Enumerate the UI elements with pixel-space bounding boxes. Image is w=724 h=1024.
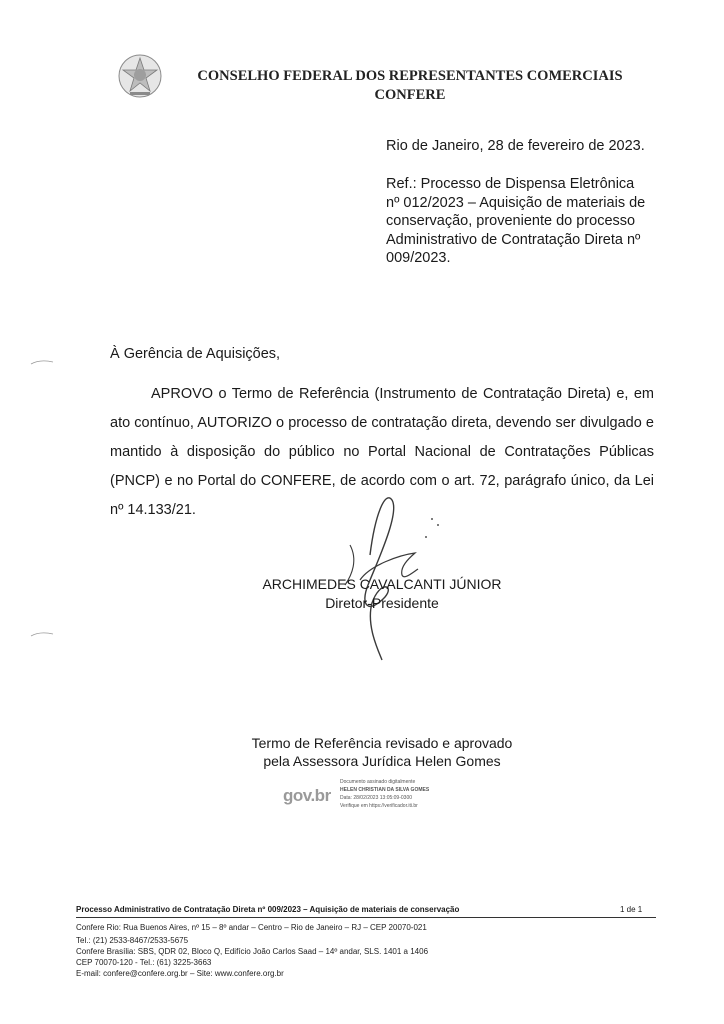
review-note-line1: Termo de Referência revisado e aprovado (251, 735, 513, 751)
stamp-signer-name: HELEN CHRISTIAN DA SILVA GOMES (340, 787, 430, 793)
letter-body: APROVO o Termo de Referência (Instrumento de Contratação Direta) e, em ato contínuo, AUTORIZO o processo de contratação direta, devendo ser divulgado e mantido à disposição do público no Portal Nacional de Contratações Públicas (PNCP) e no Portal do CONFERE, de acordo com o art. 72, parágrafo único, da Lei nº 14.133/21. (110, 386, 654, 518)
footer-address-brasilia: Confere Brasília: SBS, QDR 02, Bloco Q, Edifício João Carlos Saad – 14º andar, SLS. 1401 a 1406 (76, 947, 429, 956)
reference-text: Ref.: Processo de Dispensa Eletrônica nº 012/2023 – Aquisição de materiais de conservação, proveniente do processo Administrativo de Contratação Direta nº 009/2023. (386, 176, 646, 266)
greeting: À Gerência de Aquisições, (110, 346, 281, 362)
margin-mark (30, 358, 54, 366)
footer-title: Processo Administrativo de Contratação Direta nº 009/2023 – Aquisição de materiais de conservação (76, 905, 460, 914)
signatory-title: Diretor-Presidente (325, 595, 439, 611)
footer-phone-rio: Tel.: (21) 2533-8467/2533-5675 (76, 936, 189, 945)
organization-acronym: CONFERE (374, 87, 446, 103)
footer-phone-brasilia: CEP 70070-120 - Tel.: (61) 3225-3663 (76, 958, 212, 967)
govbr-logo: gov.br (283, 786, 331, 805)
handwritten-signature (330, 485, 470, 665)
signatory-name: ARCHIMEDES CAVALCANTI JÚNIOR (262, 576, 502, 592)
stamp-date: Data: 28/02/2023 13:05:09-0300 (340, 795, 413, 801)
review-note-line2: pela Assessora Jurídica Helen Gomes (263, 753, 501, 769)
page-number: 1 de 1 (620, 905, 643, 914)
footer-address-rio: Confere Rio: Rua Buenos Aires, nº 15 – 8º andar – Centro – Rio de Janeiro – RJ – CEP 20070-021 (76, 923, 427, 932)
digital-signature-stamp (340, 778, 429, 810)
stamp-label: Documento assinado digitalmente (340, 779, 416, 785)
organization-name: CONSELHO FEDERAL DOS REPRESENTANTES COMERCIAIS (197, 68, 623, 84)
date-line: Rio de Janeiro, 28 de fevereiro de 2023. (386, 138, 645, 154)
stamp-verify: Verifique em https://verificador.iti.br (340, 803, 418, 809)
margin-mark (30, 630, 54, 638)
footer-divider (76, 917, 656, 918)
footer-contact: E-mail: confere@confere.org.br – Site: www.confere.org.br (76, 969, 284, 978)
